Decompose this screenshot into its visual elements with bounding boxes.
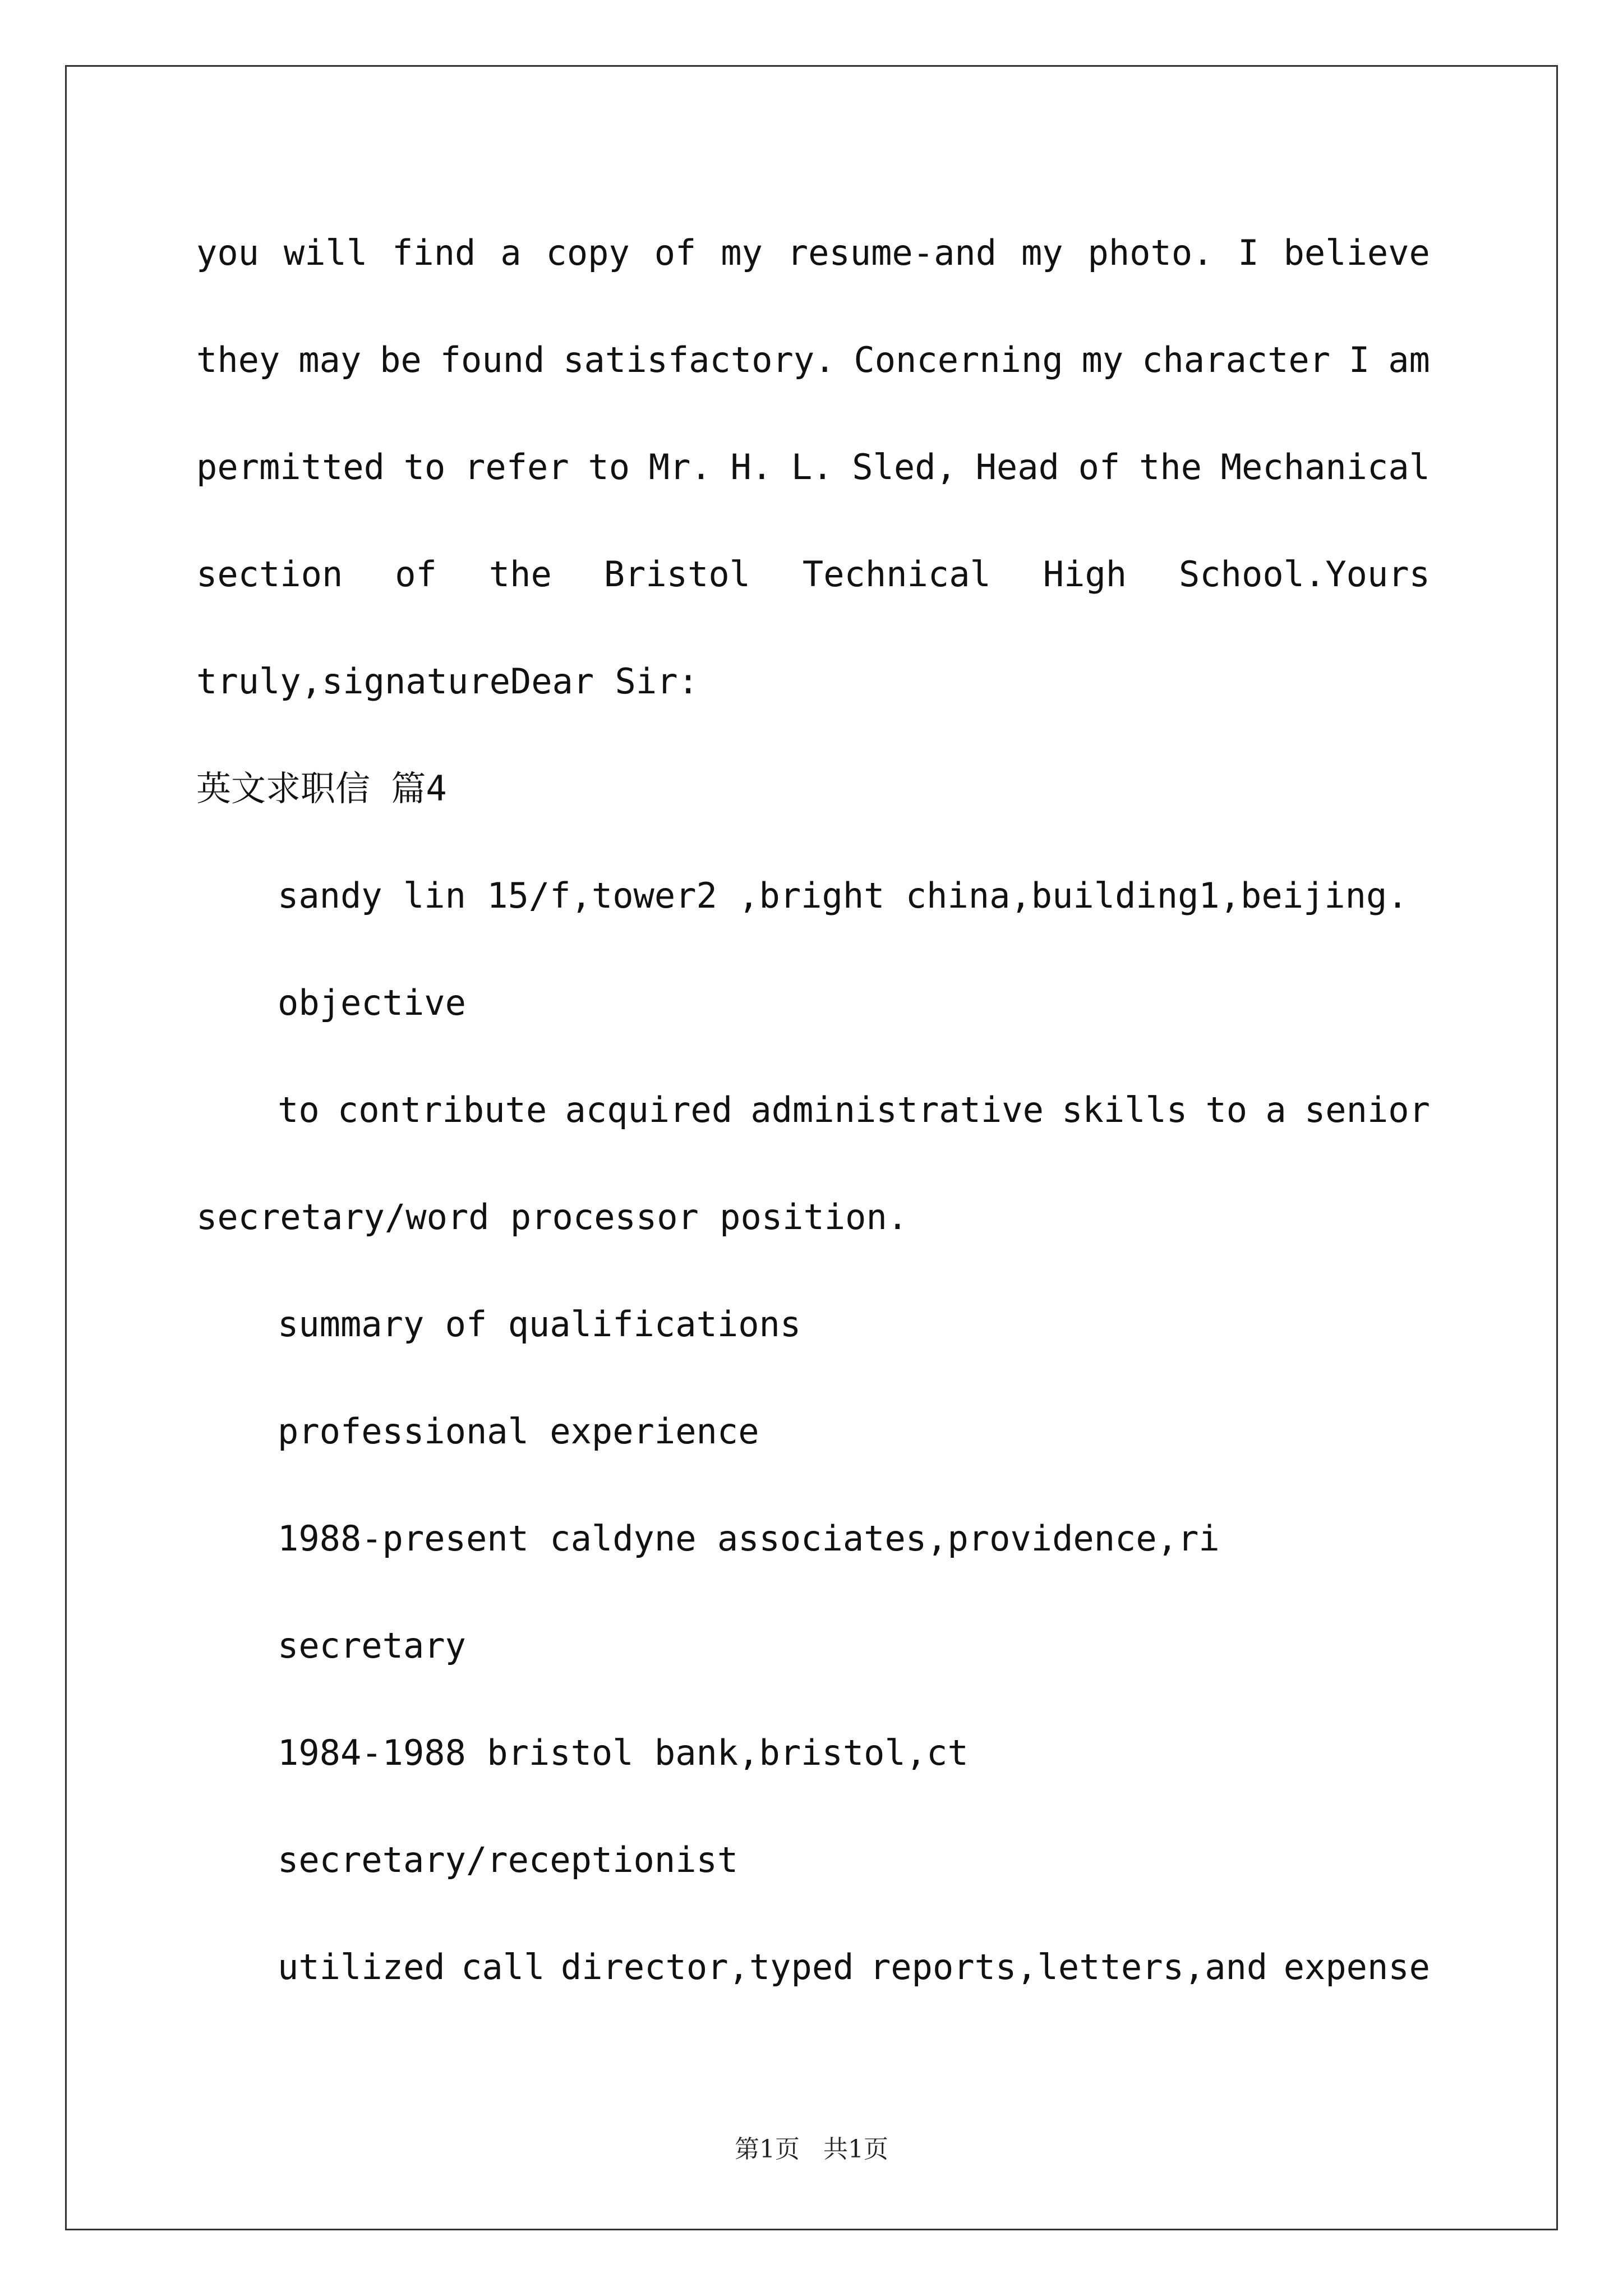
- text-line: secretary/receptionist: [278, 1839, 739, 1880]
- word: Head: [975, 447, 1059, 487]
- word: the: [488, 554, 552, 595]
- contact-line: sandy lin 15/f,tower2 ,bright china,building1,beijing.: [278, 875, 1408, 916]
- word: be: [380, 339, 422, 380]
- word: to: [278, 1089, 320, 1130]
- word: find: [392, 232, 476, 273]
- word: copy: [546, 232, 630, 273]
- word: section: [196, 554, 343, 595]
- word: you: [196, 232, 259, 273]
- text-line: 1984-1988 bristol bank,bristol,ct: [278, 1732, 969, 1773]
- word: Sled,: [852, 447, 957, 487]
- text-line: objective: [278, 982, 466, 1023]
- page-number-current: 第1页: [735, 2135, 800, 2164]
- word: Bristol: [603, 554, 750, 595]
- word: I: [1238, 232, 1259, 273]
- word: am: [1388, 339, 1430, 380]
- word: acquired: [565, 1089, 733, 1130]
- word: Mr.: [648, 447, 712, 487]
- word: a: [500, 232, 522, 273]
- word: permitted: [196, 447, 385, 487]
- word: Concerning: [854, 339, 1063, 380]
- word: utilized: [278, 1947, 445, 1987]
- word: Technical: [802, 554, 991, 595]
- word: High: [1043, 554, 1127, 595]
- word: expense: [1283, 1947, 1430, 1987]
- word: Mechanical: [1220, 447, 1430, 487]
- word: resume-and: [787, 232, 997, 273]
- word: to: [1205, 1089, 1248, 1130]
- word: of: [654, 232, 697, 273]
- word: refer: [464, 447, 569, 487]
- text-line: [278, 1947, 1430, 1989]
- word: senior: [1304, 1089, 1430, 1130]
- word: my: [721, 232, 763, 273]
- word: photo.: [1087, 232, 1214, 273]
- word: satisfactory.: [563, 339, 836, 380]
- text-line: [196, 554, 1430, 596]
- word: administrative: [750, 1089, 1044, 1130]
- word: believe: [1283, 232, 1430, 273]
- word: my: [1021, 232, 1063, 273]
- page-footer: [0, 2129, 1623, 2165]
- word: they: [196, 339, 280, 380]
- word: School.Yours: [1179, 554, 1430, 595]
- word: I: [1349, 339, 1370, 380]
- text-line: summary of qualifications: [278, 1304, 801, 1345]
- word: the: [1139, 447, 1202, 487]
- text-line: [196, 339, 1430, 382]
- word: H.: [730, 447, 773, 487]
- text-line: [278, 1089, 1430, 1132]
- text-line: secretary/word processor position.: [196, 1197, 909, 1237]
- word: L.: [791, 447, 833, 487]
- word: will: [283, 232, 368, 273]
- word: a: [1265, 1089, 1287, 1130]
- word: to: [403, 447, 446, 487]
- word: of: [1078, 447, 1121, 487]
- page-border: [65, 65, 1558, 2230]
- text-line: [196, 447, 1430, 489]
- text-line: professional experience: [278, 1411, 759, 1452]
- word: reports,letters,and: [869, 1947, 1268, 1987]
- section-heading: 英文求职信 篇4: [196, 768, 447, 809]
- word: of: [395, 554, 437, 595]
- word: contribute: [337, 1089, 547, 1130]
- word: found: [440, 339, 545, 380]
- word: may: [298, 339, 362, 380]
- text-line: secretary: [278, 1625, 466, 1666]
- word: to: [588, 447, 630, 487]
- word: director,typed: [560, 1947, 854, 1987]
- text-line: 1988-present caldyne associates,providence,ri: [278, 1518, 1220, 1559]
- text-line: [196, 232, 1430, 275]
- page-number-total: 共1页: [823, 2135, 888, 2164]
- word: call: [461, 1947, 545, 1987]
- word: character: [1142, 339, 1331, 380]
- text-line: truly,signatureDear Sir:: [196, 661, 699, 702]
- word: skills: [1062, 1089, 1188, 1130]
- word: my: [1081, 339, 1124, 380]
